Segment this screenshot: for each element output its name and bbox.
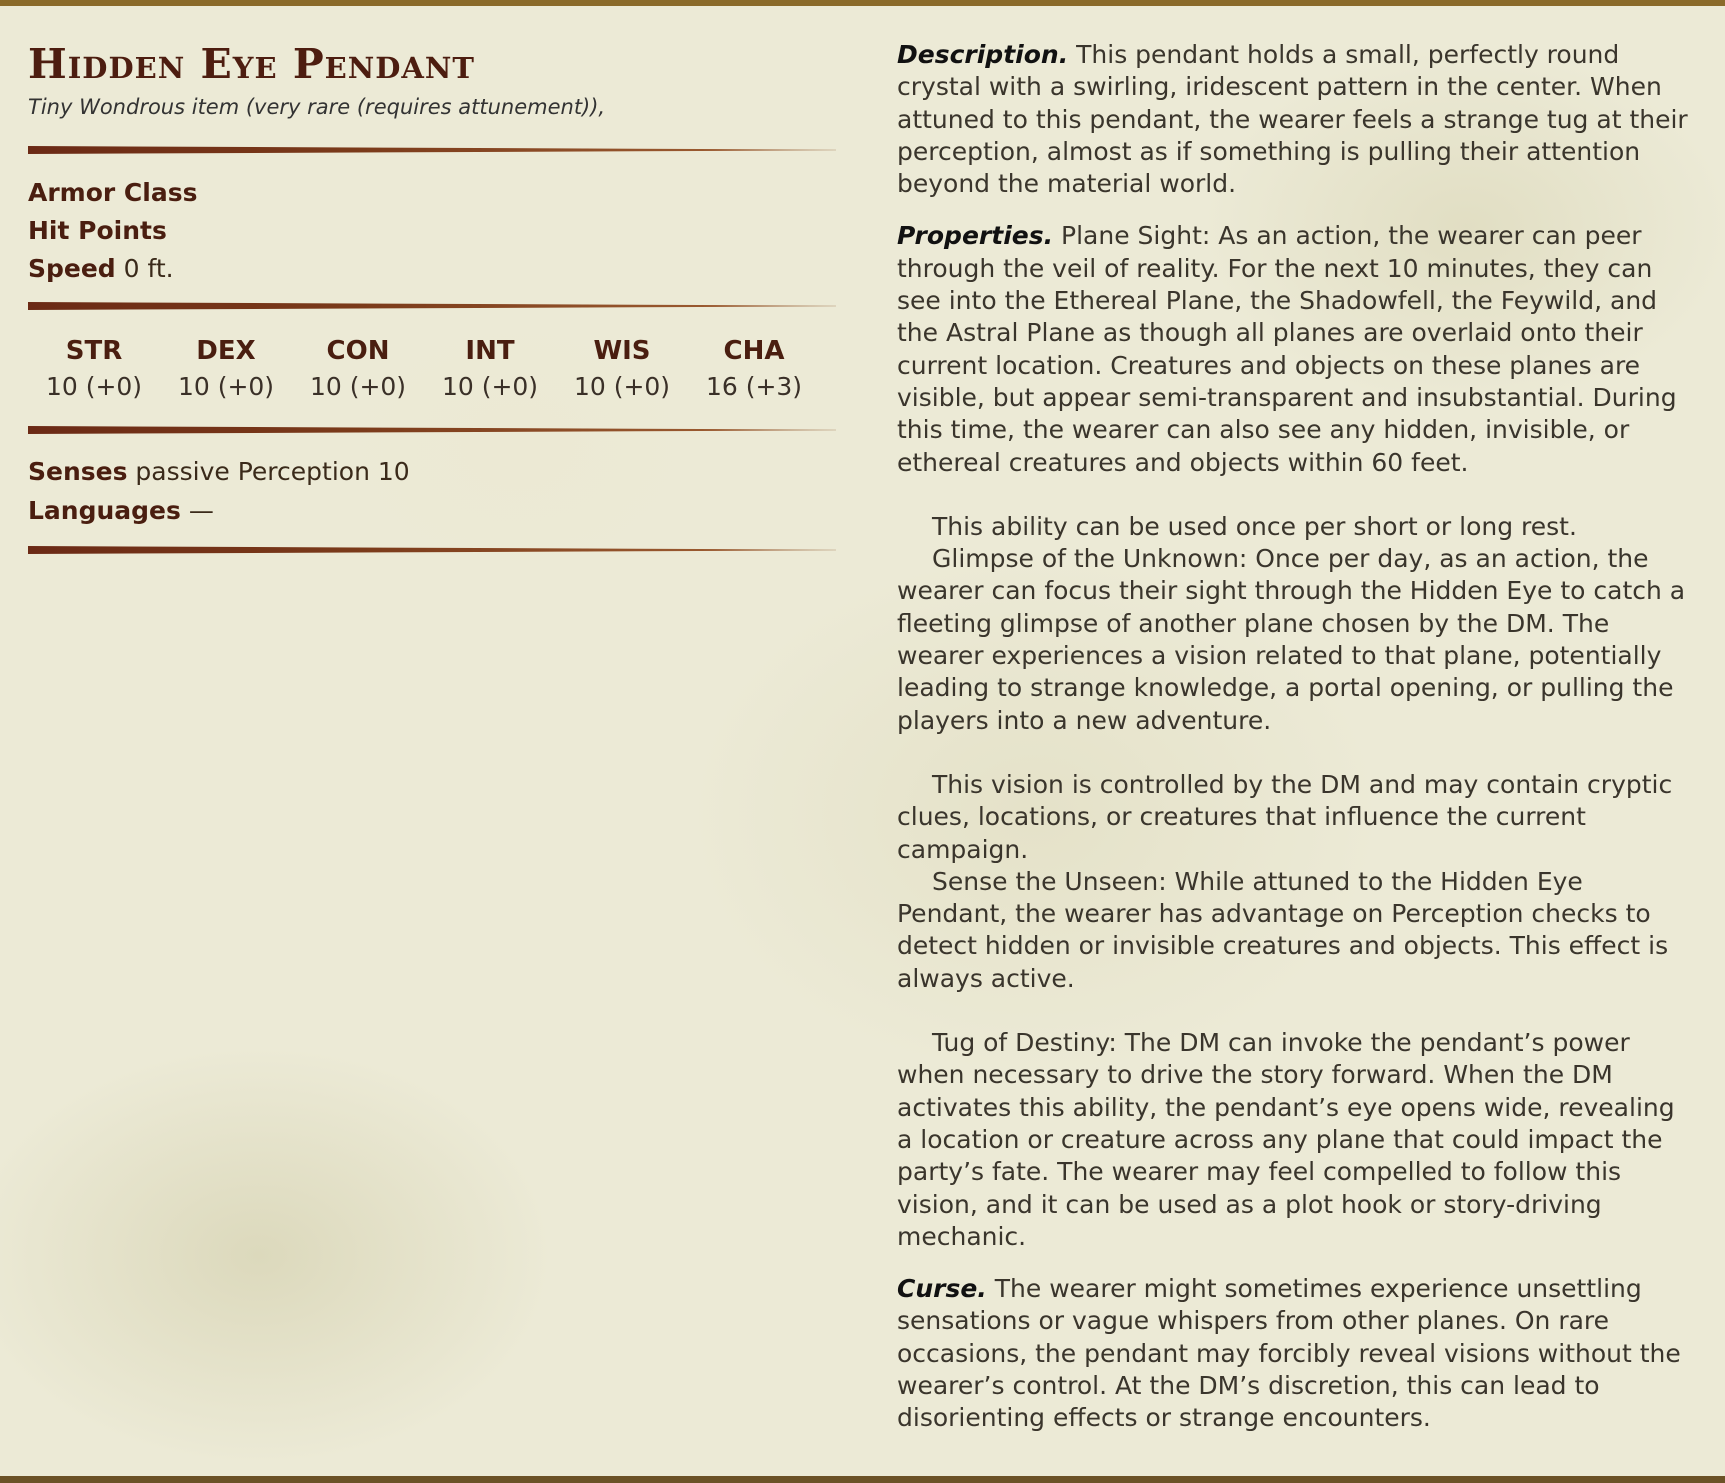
ability-name: WIS: [593, 336, 651, 366]
ability-value: 10 (+0): [441, 372, 539, 401]
ability-int: [424, 334, 556, 406]
hit-points-line: [28, 212, 836, 250]
ability-value: 10 (+0): [45, 372, 143, 401]
properties-paragraph-vision: This vision is controlled by the DM and may contain cryptic clues, locations, or creatures that influence the current campaign.: [897, 769, 1673, 864]
ability-value: 10 (+0): [309, 372, 407, 401]
ability-name: CHA: [723, 336, 785, 366]
item-title: Hidden Eye Pendant: [28, 40, 475, 88]
properties-paragraph-rest: This ability can be used once per short or long rest.: [932, 511, 1577, 541]
senses-block: [28, 452, 836, 530]
speed-value: 0 ft.: [115, 254, 174, 283]
ability-name: DEX: [196, 336, 256, 366]
ability-scores: [28, 334, 836, 406]
ability-name: STR: [65, 336, 123, 366]
description-paragraph: [897, 39, 1697, 200]
description-label: Description.: [897, 40, 1069, 69]
section-divider: [28, 146, 836, 154]
curse-paragraph: [897, 1273, 1697, 1434]
hit-points-label: Hit Points: [28, 216, 167, 245]
properties-text: Plane Sight: As an action, the wearer can peer through the veil of reality. For the next 10 minutes, they can see into the Ethereal Plane, the Shadowfell, the Feywild, and the Astral Plane as though all planes are overlaid onto their current location. Creatures and objects on these planes are visible, but appear semi-transparent and insubstantial. During this time, the wearer can also see any hidden, invisible, or ethereal creatures and objects within 60 feet.: [897, 221, 1677, 477]
ability-name: CON: [326, 336, 390, 366]
item-subtitle: Tiny Wondrous item (very rare (requires attunement)),: [28, 95, 606, 119]
ability-value: 16 (+3): [705, 372, 803, 401]
properties-label: Properties.: [897, 221, 1054, 251]
section-divider: [28, 546, 836, 554]
armor-class-line: [28, 174, 836, 212]
ability-wis: [556, 334, 688, 406]
curse-label: Curse.: [897, 1274, 987, 1304]
ability-cha: [688, 334, 820, 406]
curse-text: The wearer might sometimes experience unsettling sensations or vague whispers from other planes. On rare occasions, the pendant may forcibly reveal visions without the wearer’s control. At the DM’s discretion, this can lead to disorienting effects or strange encounters.: [897, 1274, 1681, 1433]
ability-dex: [160, 334, 292, 406]
item-description-column: [897, 39, 1697, 1435]
properties-paragraph: [897, 220, 1697, 478]
senses-value: passive Perception 10: [127, 457, 410, 486]
properties-paragraph-sense: Sense the Unseen: While attuned to the Hidden Eye Pendant, the wearer has advantage on Perception checks to detect hidden or invisible creatures and objects. This effect is always active.: [897, 866, 1669, 993]
ability-value: 10 (+0): [573, 372, 671, 401]
senses-line: [28, 452, 836, 491]
speed-line: [28, 250, 836, 288]
properties-paragraph-tug: Tug of Destiny: The DM can invoke the pendant’s power when necessary to drive the story forward. When the DM activates this ability, the pendant’s eye opens wide, revealing a location or creature across any plane that could impact the party’s fate. The wearer may feel compelled to follow this vision, and it can be used as a plot hook or story-driving mechanic.: [897, 1028, 1675, 1251]
description-text: This pendant holds a small, perfectly round crystal with a swirling, iridescent pattern in the center. When attuned to this pendant, the wearer feels a strange tug at their perception, almost as if something is pulling their attention beyond the material world.: [897, 40, 1688, 199]
ability-str: [28, 334, 160, 406]
core-stats: [28, 174, 836, 288]
properties-paragraph-glimpse: Glimpse of the Unknown: Once per day, as an action, the wearer can focus their sight through the Hidden Eye to catch a fleeting glimpse of another plane chosen by the DM. The wearer experiences a vision related to that plane, potentially leading to strange knowledge, a portal opening, or pulling the players into a new adventure.: [897, 544, 1686, 735]
speed-label: Speed: [28, 254, 116, 283]
ability-value: 10 (+0): [177, 372, 275, 401]
ability-con: [292, 334, 424, 406]
languages-line: [28, 491, 836, 530]
languages-value: —: [180, 496, 214, 525]
armor-class-label: Armor Class: [28, 178, 198, 207]
section-divider: [28, 302, 836, 310]
languages-label: Languages: [28, 496, 181, 525]
ability-name: INT: [465, 336, 515, 366]
section-divider: [28, 426, 836, 434]
senses-label: Senses: [28, 457, 128, 486]
stat-block-left-column: [28, 36, 836, 554]
